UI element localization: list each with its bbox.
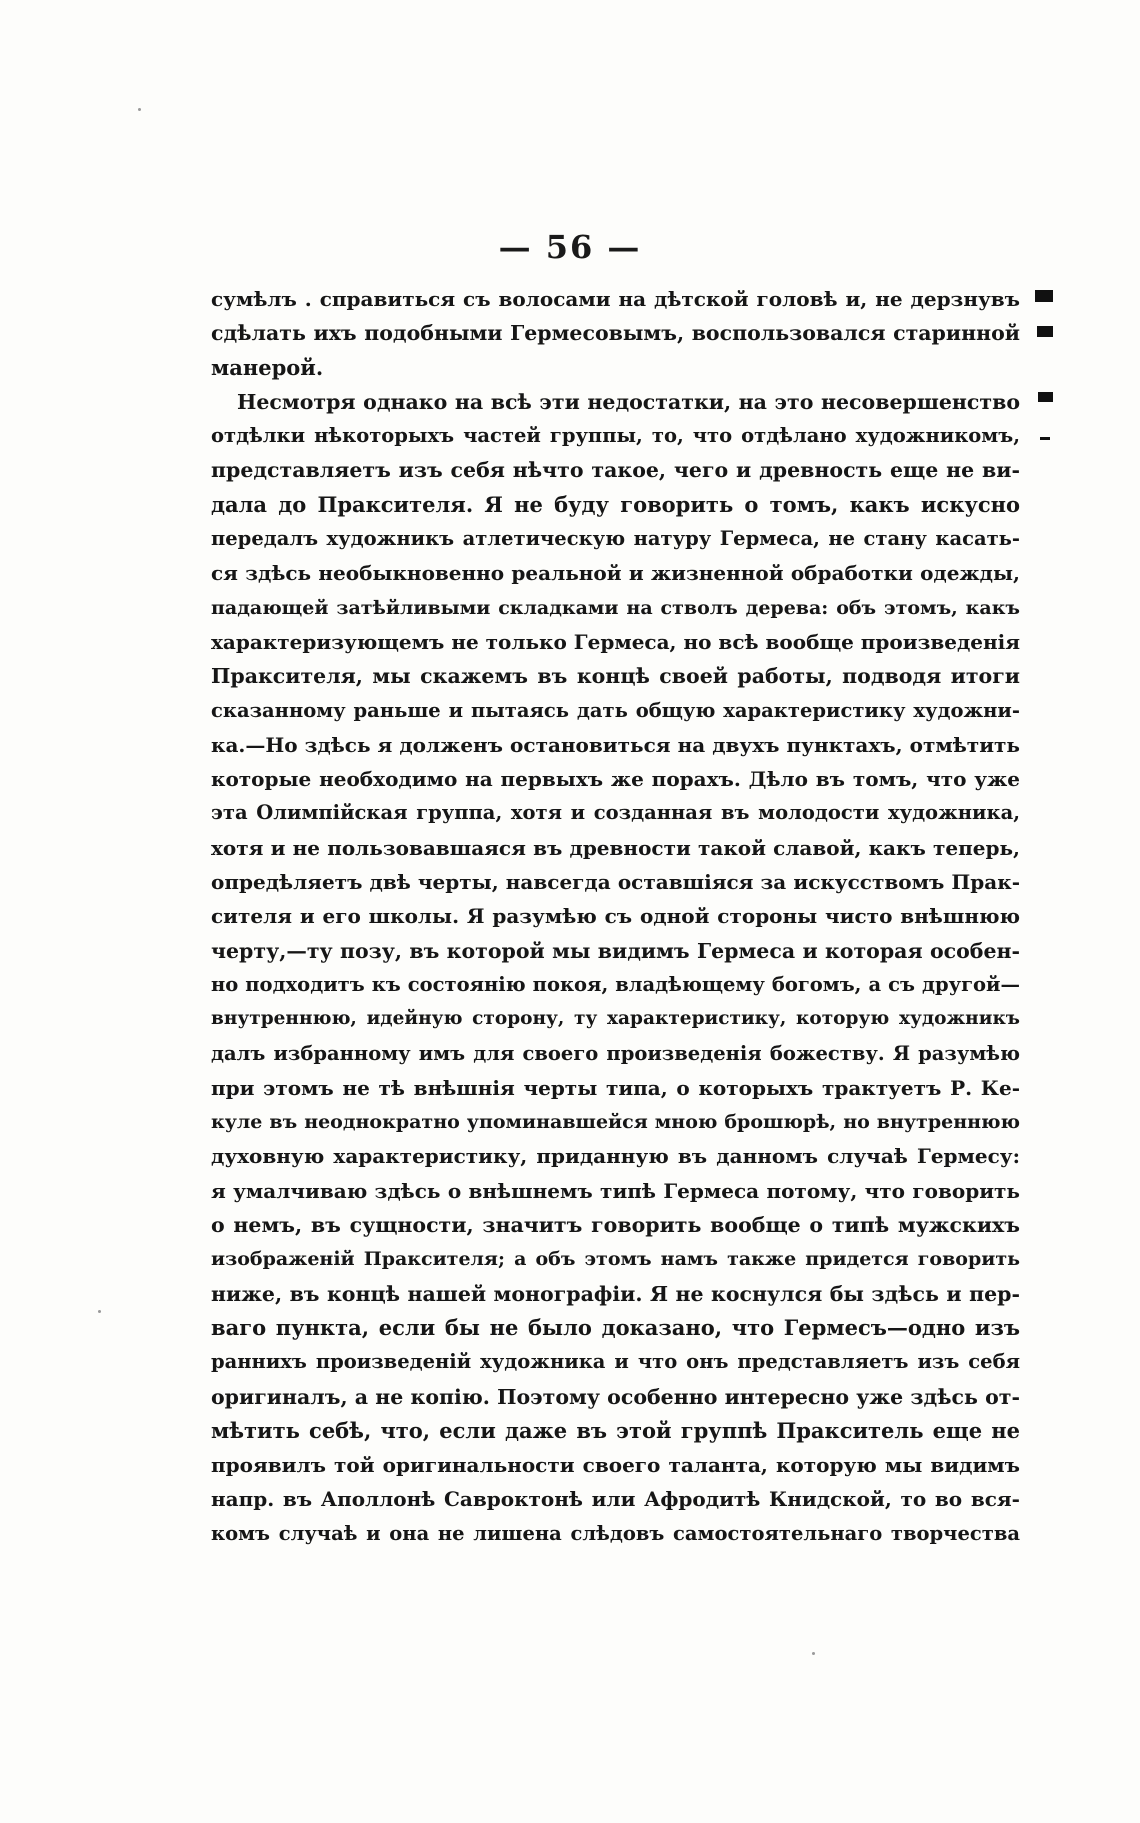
- text-line: сителя и его школы. Я разумѣю съ одной стороны чисто внѣшнюю: [211, 904, 1020, 929]
- text-line: далъ избранному имъ для своего произведенія божеству. Я разумѣю: [211, 1041, 1020, 1065]
- scan-speck: [812, 1652, 815, 1655]
- text-line: сдѣлать ихъ подобными Гермесовымъ, воспользовался старинной: [211, 321, 1020, 346]
- text-line: оригиналъ, а не копію. Поэтому особенно интересно уже здѣсь от-: [211, 1384, 1020, 1409]
- text-line: падающей затѣйливыми складками на стволъ дерева: объ этомъ, какъ: [211, 596, 1020, 619]
- scan-edge-mark: [1038, 392, 1053, 402]
- scan-edge-mark: [1037, 326, 1053, 337]
- text-line: хотя и не пользовавшаяся въ древности такой славой, какъ теперь,: [211, 835, 1020, 860]
- text-line: представляетъ изъ себя нѣчто такое, чего и древность еще не ви-: [211, 458, 1020, 483]
- text-line: раннихъ произведеній художника и что онъ представляетъ изъ себя: [211, 1350, 1020, 1374]
- text-line: духовную характеристику, приданную въ данномъ случаѣ Гермесу:: [211, 1144, 1020, 1169]
- text-line: характеризующемъ не только Гермеса, но всѣ вообще произведенія: [211, 629, 1020, 654]
- text-line: отдѣлки нѣкоторыхъ частей группы, то, что отдѣлано художникомъ,: [211, 424, 1020, 448]
- scan-edge-mark: [1040, 437, 1050, 440]
- page-number: — 56 —: [498, 228, 642, 266]
- text-line: ниже, въ концѣ нашей монографіи. Я не коснулся бы здѣсь и пер-: [211, 1281, 1020, 1306]
- text-line: которые необходимо на первыхъ же порахъ. Дѣло въ томъ, что уже: [211, 767, 1020, 792]
- text-line: мѣтить себѣ, что, если даже въ этой группѣ Пракситель еще не: [211, 1417, 1020, 1443]
- text-line: но подходитъ къ состоянію покоя, владѣющему богомъ, а съ другой—: [211, 972, 1020, 996]
- text-line: Несмотря однако на всѣ эти недостатки, на это несовершенство: [237, 389, 1020, 414]
- text-line: черту,—ту позу, въ которой мы видимъ Гермеса и которая особен-: [211, 938, 1020, 963]
- text-line: проявилъ той оригинальности своего таланта, которую мы видимъ: [211, 1453, 1020, 1478]
- text-line: ка.—Но здѣсь я долженъ остановиться на двухъ пунктахъ, отмѣтить: [211, 732, 1020, 757]
- text-line: эта Олимпійская группа, хотя и созданная въ молодости художника,: [211, 801, 1020, 825]
- text-line: внутреннюю, идейную сторону, ту характеристику, которую художникъ: [211, 1008, 1020, 1030]
- text-line: о немъ, въ сущности, значитъ говорить вообще о типѣ мужскихъ: [211, 1213, 1020, 1238]
- text-line: ся здѣсь необыкновенно реальной и жизненной обработки одежды,: [211, 561, 1020, 586]
- text-line: передалъ художникъ атлетическую натуру Гермеса, не стану касать-: [211, 527, 1020, 551]
- text-line: комъ случаѣ и она не лишена слѣдовъ самостоятельнаго творчества: [211, 1521, 1020, 1545]
- text-line: напр. въ Аполлонѣ Савроктонѣ или Афродитѣ Книдской, то во вся-: [211, 1487, 1020, 1512]
- text-line: сумѣлъ . справиться съ волосами на дѣтской головѣ и, не дерзнувъ: [211, 287, 1020, 311]
- scan-speck: [138, 108, 141, 111]
- text-line: манерой.: [211, 354, 324, 380]
- text-line: Праксителя, мы скажемъ въ концѣ своей работы, подводя итоги: [211, 664, 1020, 689]
- text-line: опредѣляетъ двѣ черты, навсегда оставшіяся за искусствомъ Прак-: [211, 870, 1020, 895]
- text-line: сказанному раньше и пытаясь дать общую характеристику художни-: [211, 698, 1020, 722]
- text-line: при этомъ не тѣ внѣшнія черты типа, о которыхъ трактуетъ Р. Ке-: [211, 1075, 1020, 1100]
- text-line: я умалчиваю здѣсь о внѣшнемъ типѣ Гермеса потому, что говорить: [211, 1178, 1020, 1203]
- text-line: ваго пункта, если бы не было доказано, что Гермесъ—одно изъ: [211, 1314, 1020, 1340]
- scan-edge-mark: [1035, 290, 1053, 302]
- text-line: дала до Праксителя. Я не буду говорить о томъ, какъ искусно: [211, 491, 1020, 517]
- text-line: куле въ неоднократно упоминавшейся мною брошюрѣ, но внутреннюю: [211, 1111, 1020, 1134]
- text-line: изображеній Праксителя; а объ этомъ намъ также придется говорить: [211, 1248, 1020, 1271]
- scan-speck: [98, 1310, 101, 1313]
- body-text: [211, 282, 1020, 1551]
